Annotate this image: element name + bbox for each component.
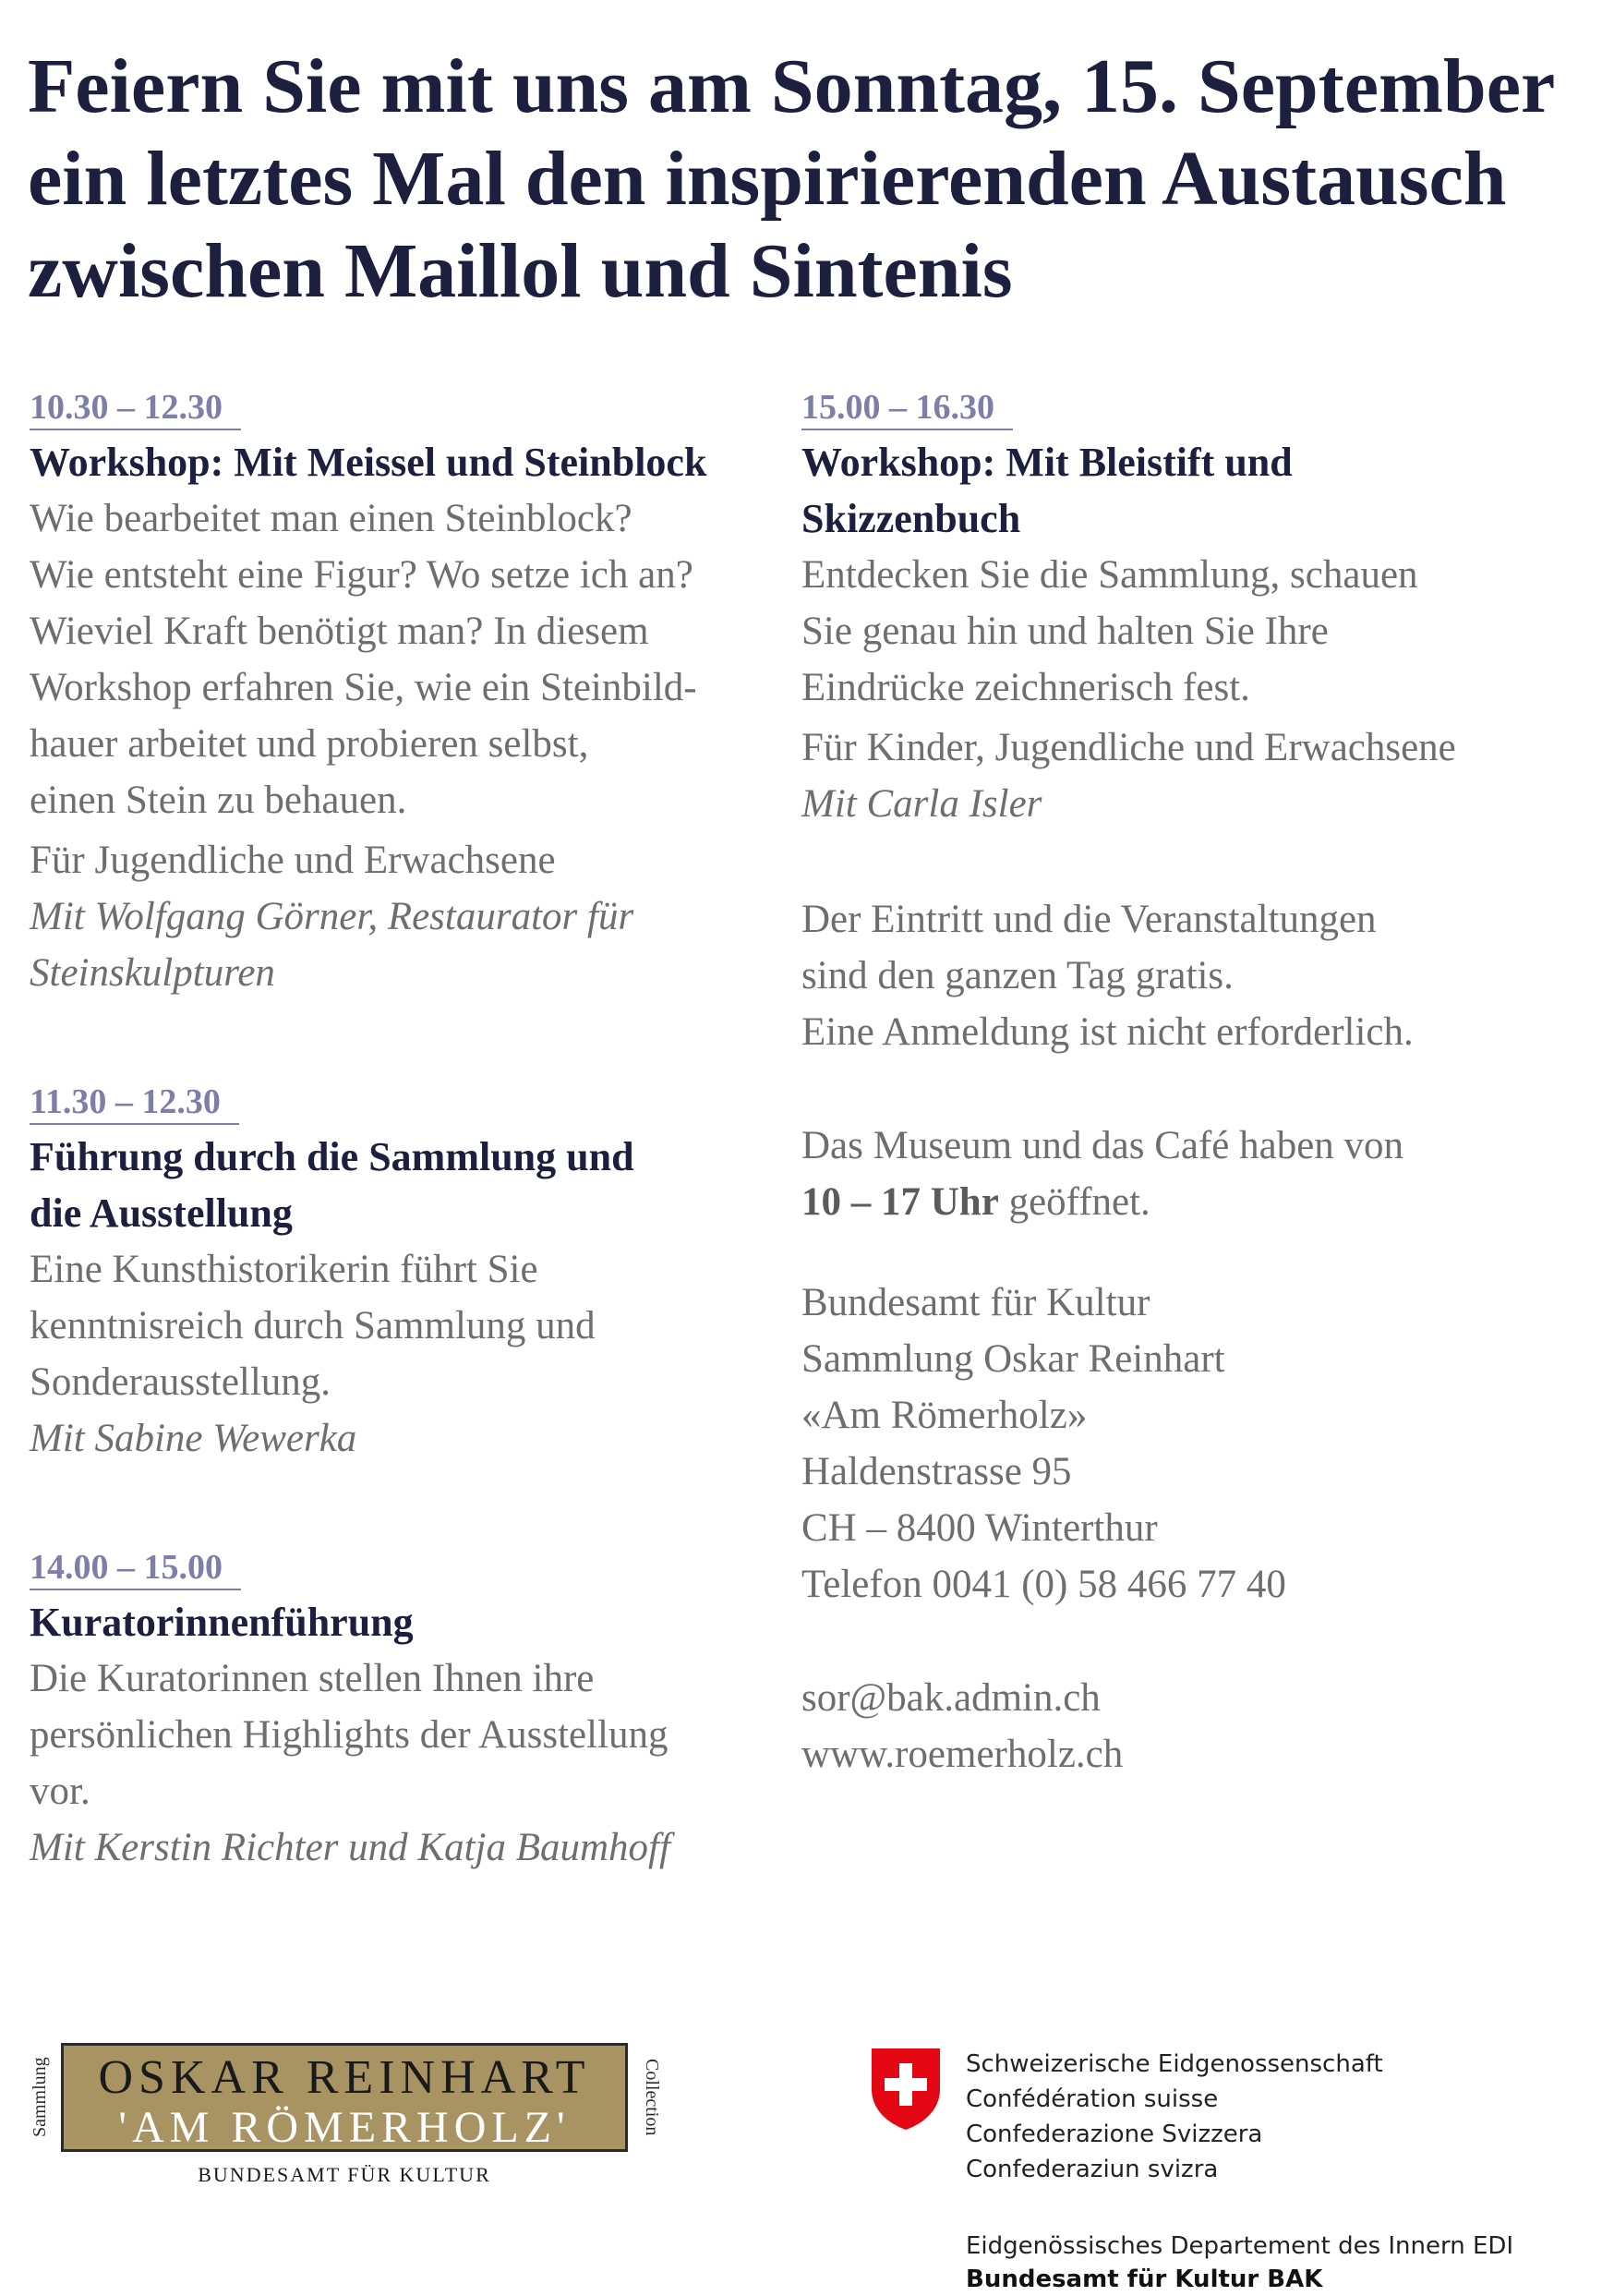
address-block: Bundesamt für Kultur Sammlung Oskar Reinhart «Am Römerholz» Haldenstrasse 95 CH – 8400 Winterthur Telefon 0041 (0) 58 466 77 40 — [801, 1275, 1596, 1613]
event-time: 15.00 – 16.30 — [801, 386, 1013, 430]
event-audience: Für Kinder, Jugendliche und Erwachsene — [801, 726, 1456, 769]
event-guided-tour — [30, 1081, 768, 1467]
logo-side-label: Sammlung — [30, 2057, 50, 2138]
logo-subtitle: BUNDESAMT FÜR KULTUR — [198, 2163, 491, 2186]
opening-hours: Das Museum und das Café haben von 10 – 17 Uhr geöffnet. — [801, 1124, 1404, 1224]
event-description: Wie bearbeitet man einen Steinblock? Wie entsteht eine Figur? Wo setze ich an? Wieviel Kraft benötigt man? In diesem Workshop erfahren Sie, wie ein Steinbild- hauer arbeitet und probieren selbst, einen Stein zu behauen. — [30, 497, 697, 822]
logo-side-label: Collection — [642, 2059, 662, 2136]
event-workshop-stone — [30, 386, 768, 1001]
event-time: 11.30 – 12.30 — [30, 1081, 239, 1125]
left-column — [30, 386, 768, 1955]
department-info — [966, 2230, 1513, 2296]
office-name: Bundesamt für Kultur BAK — [966, 2266, 1323, 2293]
admission-info: Der Eintritt und die Veranstaltungen sind den ganzen Tag gratis. Eine Anmeldung ist nicht erforderlich. — [801, 898, 1414, 1054]
headline-line: zwischen Maillol und Sintenis — [28, 228, 1013, 314]
headline-line: ein letztes Mal den inspirierenden Austausch — [28, 136, 1507, 222]
swiss-shield-icon — [870, 2047, 942, 2132]
event-description: Die Kuratorinnen stellen Ihnen ihre persönlichen Highlights der Ausstellung vor. — [30, 1657, 668, 1813]
department-name: Eidgenössisches Departement des Innern EDI — [966, 2232, 1514, 2260]
website-link[interactable]: www.roemerholz.ch — [801, 1733, 1124, 1776]
event-description: Entdecken Sie die Sammlung, schauen Sie genau hin und halten Sie Ihre Eindrücke zeichnerisch fest. — [801, 553, 1418, 709]
swiss-confederation-block — [870, 2047, 1590, 2293]
event-host: Mit Carla Isler — [801, 782, 1042, 826]
hours-bold: 10 – 17 Uhr — [801, 1180, 999, 1224]
event-host: Mit Wolfgang Görner, Restaurator für Steinskulpturen — [30, 895, 634, 995]
page-headline — [28, 41, 1560, 318]
event-time: 14.00 – 15.00 — [30, 1546, 241, 1590]
event-host: Mit Sabine Wewerka — [30, 1417, 357, 1460]
headline-line: Feiern Sie mit uns am Sonntag, 15. September — [28, 43, 1556, 129]
event-host: Mit Kerstin Richter und Katja Baumhoff — [30, 1826, 670, 1869]
event-description: Eine Kunsthistorikerin führt Sie kenntnisreich durch Sammlung und Sonderausstellung. — [30, 1248, 596, 1404]
logo-plate — [61, 2043, 628, 2152]
event-curator-tour — [30, 1546, 768, 1876]
event-workshop-sketch — [801, 386, 1596, 832]
event-title: Workshop: Mit Meissel und Steinblock — [30, 440, 707, 485]
right-column — [801, 386, 1596, 1782]
event-title: Kuratorinnenführung — [30, 1600, 414, 1645]
contact-links — [801, 1670, 1596, 1782]
hours-suffix: geöffnet. — [998, 1180, 1150, 1224]
confederation-names: Schweizerische Eidgenossenschaft Confédération suisse Confederazione Svizzera Confederaziun svizra — [966, 2050, 1383, 2183]
phone-number: Telefon 0041 (0) 58 466 77 40 — [801, 1563, 1286, 1606]
oskar-reinhart-logo — [30, 2043, 676, 2191]
event-time: 10.30 – 12.30 — [30, 386, 241, 430]
email-link[interactable]: sor@bak.admin.ch — [801, 1676, 1101, 1720]
logo-line-2: 'AM RÖMERHOLZ' — [118, 2103, 571, 2152]
event-title: Workshop: Mit Bleistift und Skizzenbuch — [801, 440, 1293, 541]
event-title: Führung durch die Sammlung und die Ausstellung — [30, 1134, 634, 1236]
logo-line-1: OSKAR REINHART — [98, 2051, 591, 2104]
event-audience: Für Jugendliche und Erwachsene — [30, 839, 556, 882]
